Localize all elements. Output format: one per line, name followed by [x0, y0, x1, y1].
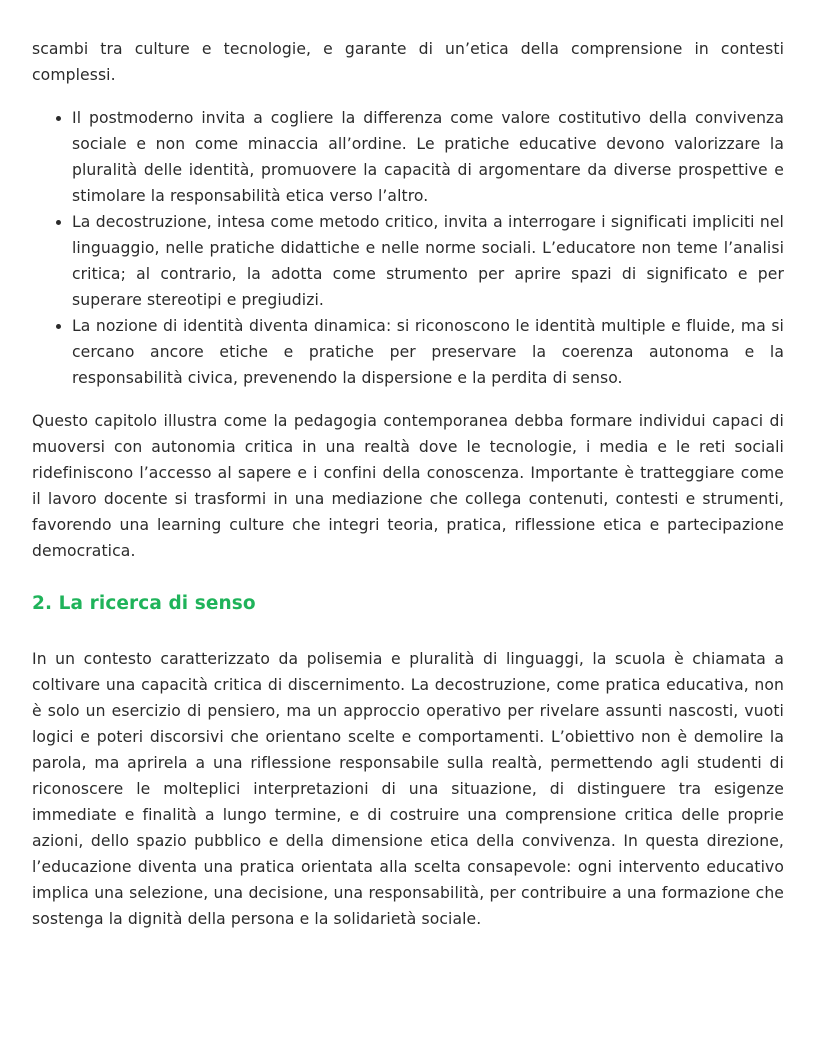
document-page [32, 36, 784, 932]
section-heading: 2. La ricerca di senso [32, 593, 256, 614]
list-item: • La nozione di identità diventa dinamica: si riconoscono le identità multiple e fluide, ma si cercano ancore etiche e pratiche per preservare la coerenza autonoma e la responsabilità civica, prevenendo la dispersione e la perdita di senso. [72, 313, 784, 391]
intro-paragraph: scambi tra culture e tecnologie, e garante di un’etica della comprensione in contesti complessi. [32, 40, 784, 84]
list-item: • La decostruzione, intesa come metodo critico, invita a interrogare i significati impliciti nel linguaggio, nelle pratiche didattiche e nelle norme sociali. L’educatore non teme l’analisi critica; al contrario, la adotta come strumento per aprire spazi di significato e per superare stereotipi e pregiudizi. [72, 209, 784, 313]
list-item: • Il postmoderno invita a cogliere la differenza come valore costitutivo della convivenza sociale e non come minaccia all’ordine. Le pratiche educative devono valorizzare la pluralità delle identità, promuovere la capacità di argomentare da diverse prospettive e stimolare la responsabilità etica verso l’altro. [72, 105, 784, 209]
chapter-paragraph: Questo capitolo illustra come la pedagogia contemporanea debba formare individui capaci di muoversi con autonomia critica in una realtà dove le tecnologie, i media e le reti sociali ridefiniscono l’accesso al sapere e i confini della conoscenza. Importante è tratteggiare come il lavoro docente si trasformi in una mediazione che collega contenuti, contesti e strumenti, favorendo una learning culture che integri teoria, pratica, riflessione etica e partecipazione democratica. [32, 412, 784, 560]
bullet-list [32, 105, 784, 391]
section-paragraph: In un contesto caratterizzato da polisemia e pluralità di linguaggi, la scuola è chiamata a coltivare una capacità critica di discernimento. La decostruzione, come pratica educativa, non è solo un esercizio di pensiero, ma un approccio operativo per rivelare assunti nascosti, vuoti logici e poteri discorsivi che orientano scelte e comportamenti. L’obiettivo non è demolire la parola, ma aprirela a una riflessione responsabile sulla realtà, permettendo agli studenti di riconoscere le molteplici interpretazioni di una situazione, di distinguere tra esigenze immediate e finalità a lungo termine, e di costruire una comprensione critica delle proprie azioni, dello spazio pubblico e della dimensione etica della convivenza. In questa direzione, l’educazione diventa una pratica orientata alla scelta consapevole: ogni intervento educativo implica una selezione, una decisione, una responsabilità, per contribuire a una formazione che sostenga la dignità della persona e la solidarietà sociale. [32, 650, 784, 928]
